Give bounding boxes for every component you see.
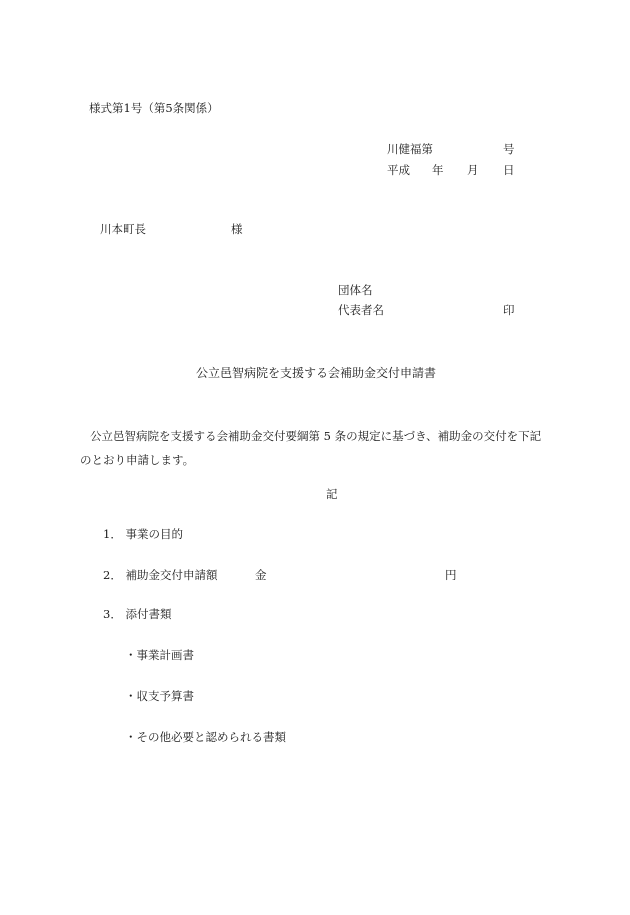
representative-label: 代表者名 <box>338 303 384 317</box>
attachment-item: ・収支予算書 <box>125 689 194 703</box>
document-title: 公立邑智病院を支援する会補助金交付申請書 <box>196 366 437 380</box>
date-day-unit: 日 <box>503 163 515 177</box>
attachment-item: ・事業計画書 <box>125 648 194 662</box>
amount-yen: 円 <box>445 568 457 582</box>
date-month-unit: 月 <box>467 163 479 177</box>
form-label: 様式第1号（第5条関係） <box>89 101 219 115</box>
addressee-name: 川本町長 <box>100 222 146 236</box>
item-label: 添付書類 <box>125 607 172 621</box>
list-item <box>103 608 171 622</box>
list-item <box>103 569 217 583</box>
doc-number-prefix: 川健福第 <box>387 142 433 156</box>
date-year-unit: 年 <box>432 163 444 177</box>
item-number: 2． <box>103 568 122 582</box>
body-paragraph: 公立邑智病院を支援する会補助金交付要綱第 5 条の規定に基づき、補助金の交付を下記のとおり申請します。 <box>80 429 542 467</box>
attachment-item: ・その他必要と認められる書類 <box>125 730 286 744</box>
item-number: 1． <box>103 527 122 541</box>
amount-kin: 金 <box>255 568 267 582</box>
list-item <box>103 528 183 542</box>
org-name-label: 団体名 <box>338 283 373 297</box>
addressee-honorific: 様 <box>231 222 243 236</box>
item-label: 補助金交付申請額 <box>125 568 218 582</box>
date-era: 平成 <box>387 163 410 177</box>
item-label: 事業の目的 <box>125 527 183 541</box>
item-number: 3． <box>103 607 122 621</box>
ki-heading: 記 <box>326 487 338 501</box>
seal-mark: 印 <box>503 303 515 317</box>
doc-number-suffix: 号 <box>503 142 515 156</box>
